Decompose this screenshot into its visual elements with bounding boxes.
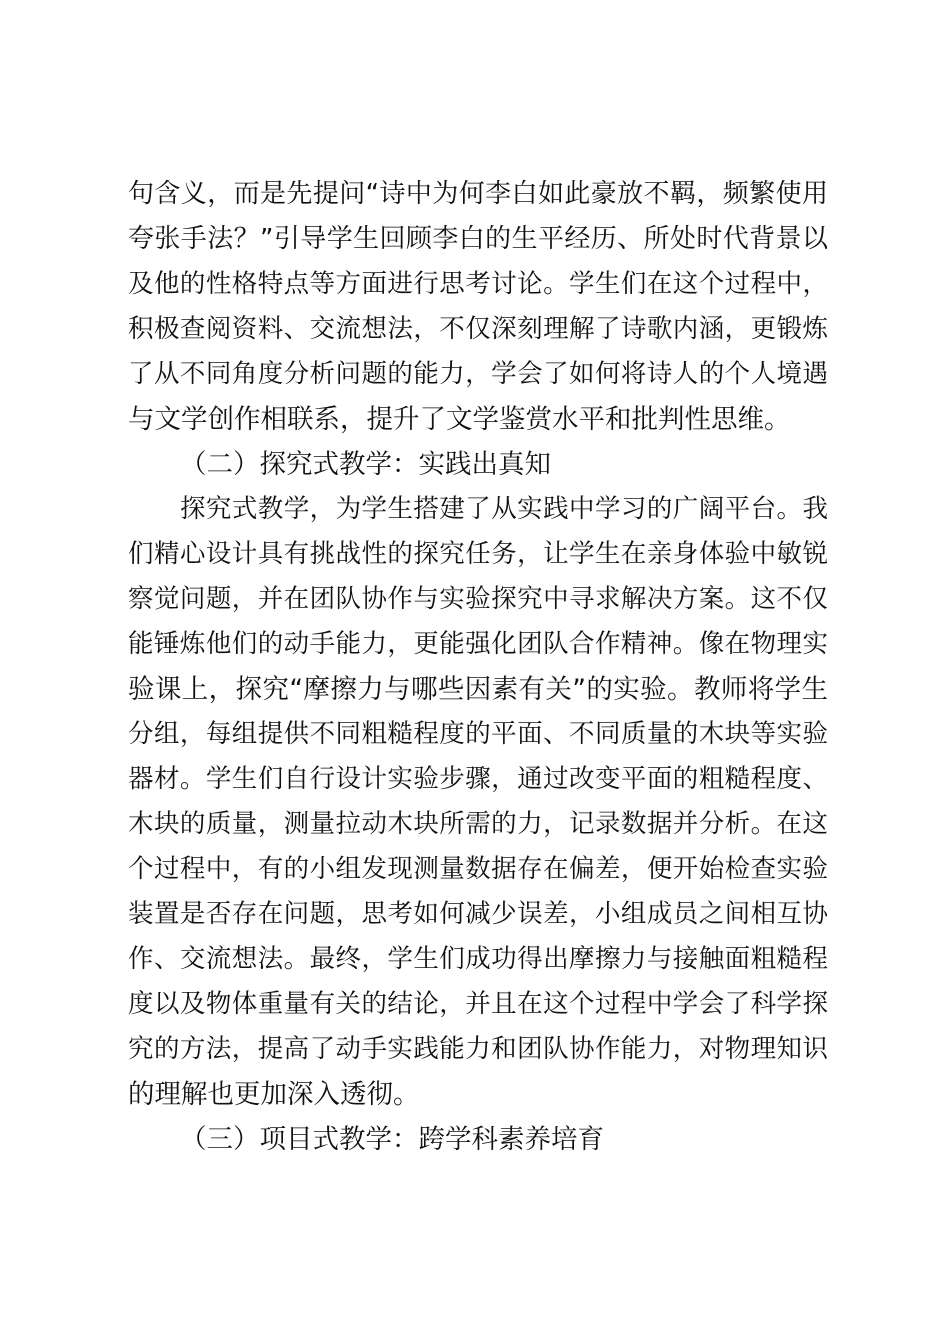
paragraph-2-line-4: 能锤炼他们的动手能力，更能强化团队合作精神。像在物理实 xyxy=(128,629,828,659)
paragraph-2-line-7: 器材。学生们自行设计实验步骤，通过改变平面的粗糙程度、 xyxy=(128,764,828,794)
paragraph-2-line-5: 验课上，探究“摩擦力与哪些因素有关”的实验。教师将学生 xyxy=(128,674,828,705)
paragraph-2-line-3: 察觉问题，并在团队协作与实验探究中寻求解决方案。这不仅 xyxy=(128,584,828,614)
paragraph-1-line-5: 了从不同角度分析问题的能力，学会了如何将诗人的个人境遇 xyxy=(128,359,828,389)
section-heading-3: （三）项目式教学：跨学科素养培育 xyxy=(180,1124,604,1155)
section-heading-2: （二）探究式教学：实践出真知 xyxy=(180,449,551,480)
paragraph-2-line-11: 作、交流想法。最终，学生们成功得出摩擦力与接触面粗糙程 xyxy=(128,944,828,974)
paragraph-2-line-1: 探究式教学，为学生搭建了从实践中学习的广阔平台。我 xyxy=(180,494,828,524)
paragraph-2-line-12: 度以及物体重量有关的结论，并且在这个过程中学会了科学探 xyxy=(128,989,828,1019)
paragraph-2-line-2: 们精心设计具有挑战性的探究任务，让学生在亲身体验中敏锐 xyxy=(128,539,828,569)
paragraph-2-line-14: 的理解也更加深入透彻。 xyxy=(128,1079,420,1110)
paragraph-2-line-10: 装置是否存在问题，思考如何减少误差，小组成员之间相互协 xyxy=(128,899,828,929)
paragraph-1-line-1: 句含义，而是先提问“诗中为何李白如此豪放不羁，频繁使用 xyxy=(128,179,828,209)
paragraph-2-line-6: 分组，每组提供不同粗糙程度的平面、不同质量的木块等实验 xyxy=(128,719,828,749)
paragraph-1-line-6: 与文学创作相联系，提升了文学鉴赏水平和批判性思维。 xyxy=(128,404,791,435)
paragraph-1-line-3: 及他的性格特点等方面进行思考讨论。学生们在这个过程中， xyxy=(128,269,828,299)
paragraph-2-line-13: 究的方法，提高了动手实践能力和团队协作能力，对物理知识 xyxy=(128,1034,828,1064)
paragraph-2-line-9: 个过程中，有的小组发现测量数据存在偏差，便开始检查实验 xyxy=(128,854,828,884)
paragraph-1-line-2: 夸张手法？”引导学生回顾李白的生平经历、所处时代背景以 xyxy=(128,224,828,254)
paragraph-2-line-8: 木块的质量，测量拉动木块所需的力，记录数据并分析。在这 xyxy=(128,809,828,839)
paragraph-1-line-4: 积极查阅资料、交流想法，不仅深刻理解了诗歌内涵，更锻炼 xyxy=(128,314,828,344)
